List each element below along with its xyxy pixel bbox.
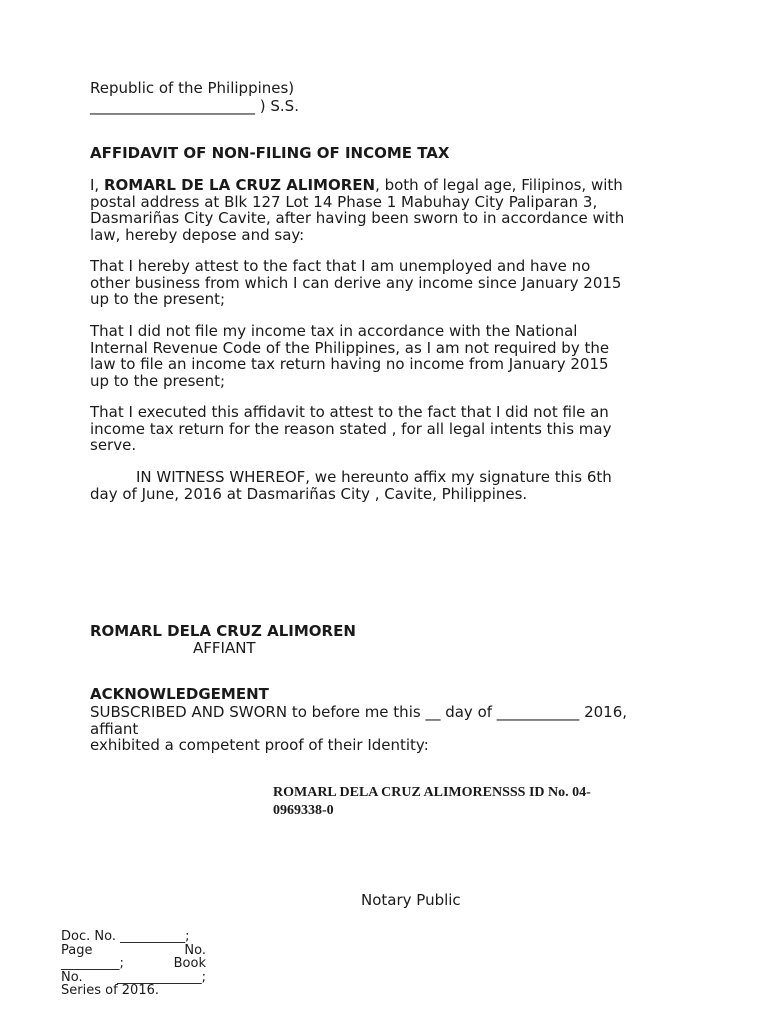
paragraph-1 bbox=[90, 258, 690, 308]
para1-line-2: other business from which I can derive any income since January 2015 bbox=[90, 273, 622, 292]
para1-line-3: up to the present; bbox=[90, 290, 226, 308]
witness-clause bbox=[90, 469, 690, 502]
affiant-name: ROMARL DE LA CRUZ ALIMOREN bbox=[103, 176, 376, 194]
paragraph-2 bbox=[90, 323, 690, 389]
paragraph-3 bbox=[90, 404, 690, 454]
witness-line-1: IN WITNESS WHEREOF, we hereunto affix my signature this 6th bbox=[136, 468, 612, 486]
para2-line-4: up to the present; bbox=[90, 371, 226, 390]
book-no-label: No. bbox=[61, 969, 83, 985]
intro-line-3: Dasmariñas City Cavite, after having been sworn to in accordance with bbox=[90, 209, 625, 227]
para3-line-2: income tax return for the reason stated , for all legal intents this may bbox=[90, 419, 612, 438]
ack-line-1: SUBSCRIBED AND SWORN to before me this __ day of ___________ 2016, bbox=[90, 703, 628, 721]
intro-line-2: postal address at Blk 127 Lot 14 Phase 1 Mabuhay City Paliparan 3, bbox=[90, 192, 598, 211]
acknowledgement-body bbox=[90, 704, 690, 754]
doc-notes bbox=[61, 930, 206, 998]
intro-line-1 bbox=[90, 177, 690, 194]
para2-line-3: law to file an income tax return having no income from January 2015 bbox=[90, 355, 609, 373]
witness-line-2: day of June, 2016 at Dasmariñas City , Cavite, Philippines. bbox=[90, 484, 528, 503]
signature-role: AFFIANT bbox=[193, 639, 256, 657]
id-block bbox=[273, 784, 693, 820]
intro-line1-rest: , both of legal age, Filipinos, with bbox=[375, 176, 623, 194]
para3-line-1: That I executed this affidavit to attest to the fact that I did not file an bbox=[90, 403, 609, 421]
doc-no: Doc. No. __________; bbox=[61, 929, 190, 944]
ack-line-3: exhibited a competent proof of their Identity: bbox=[90, 736, 429, 754]
intro-line-4: law, hereby depose and say: bbox=[90, 225, 305, 244]
signature-name: ROMARL DELA CRUZ ALIMOREN bbox=[90, 622, 356, 640]
page-blank: _________; bbox=[61, 956, 124, 971]
intro-paragraph bbox=[90, 177, 690, 243]
intro-prefix: I, bbox=[90, 176, 104, 194]
page-no-line bbox=[61, 944, 206, 958]
para2-line-1: That I did not file my income tax in accordance with the National bbox=[90, 322, 578, 340]
venue-line: ______________________ ) S.S. bbox=[90, 97, 299, 115]
document-title: AFFIDAVIT OF NON-FILING OF INCOME TAX bbox=[90, 144, 450, 162]
para3-line-3: serve. bbox=[90, 436, 137, 454]
republic-line: Republic of the Philippines) bbox=[90, 79, 295, 97]
notary-public: Notary Public bbox=[361, 891, 461, 909]
series-line: Series of 2016. bbox=[61, 983, 159, 998]
ack-line-2: affiant bbox=[90, 719, 139, 738]
book-no-blank: _____________; bbox=[117, 969, 206, 985]
book-no-line bbox=[61, 971, 206, 985]
para2-line-2: Internal Revenue Code of the Philippines, as I am not required by the bbox=[90, 338, 610, 357]
acknowledgement-heading: ACKNOWLEDGEMENT bbox=[90, 685, 269, 703]
page-no-label: No. bbox=[184, 942, 206, 958]
book-line bbox=[61, 957, 206, 971]
page-label: Page bbox=[61, 942, 93, 958]
book-label: Book bbox=[173, 956, 206, 971]
id-line-1: ROMARL DELA CRUZ ALIMORENSSS ID No. 04- bbox=[273, 785, 591, 800]
id-line-2: 0969338-0 bbox=[273, 803, 334, 818]
para1-line-1: That I hereby attest to the fact that I am unemployed and have no bbox=[90, 257, 591, 275]
